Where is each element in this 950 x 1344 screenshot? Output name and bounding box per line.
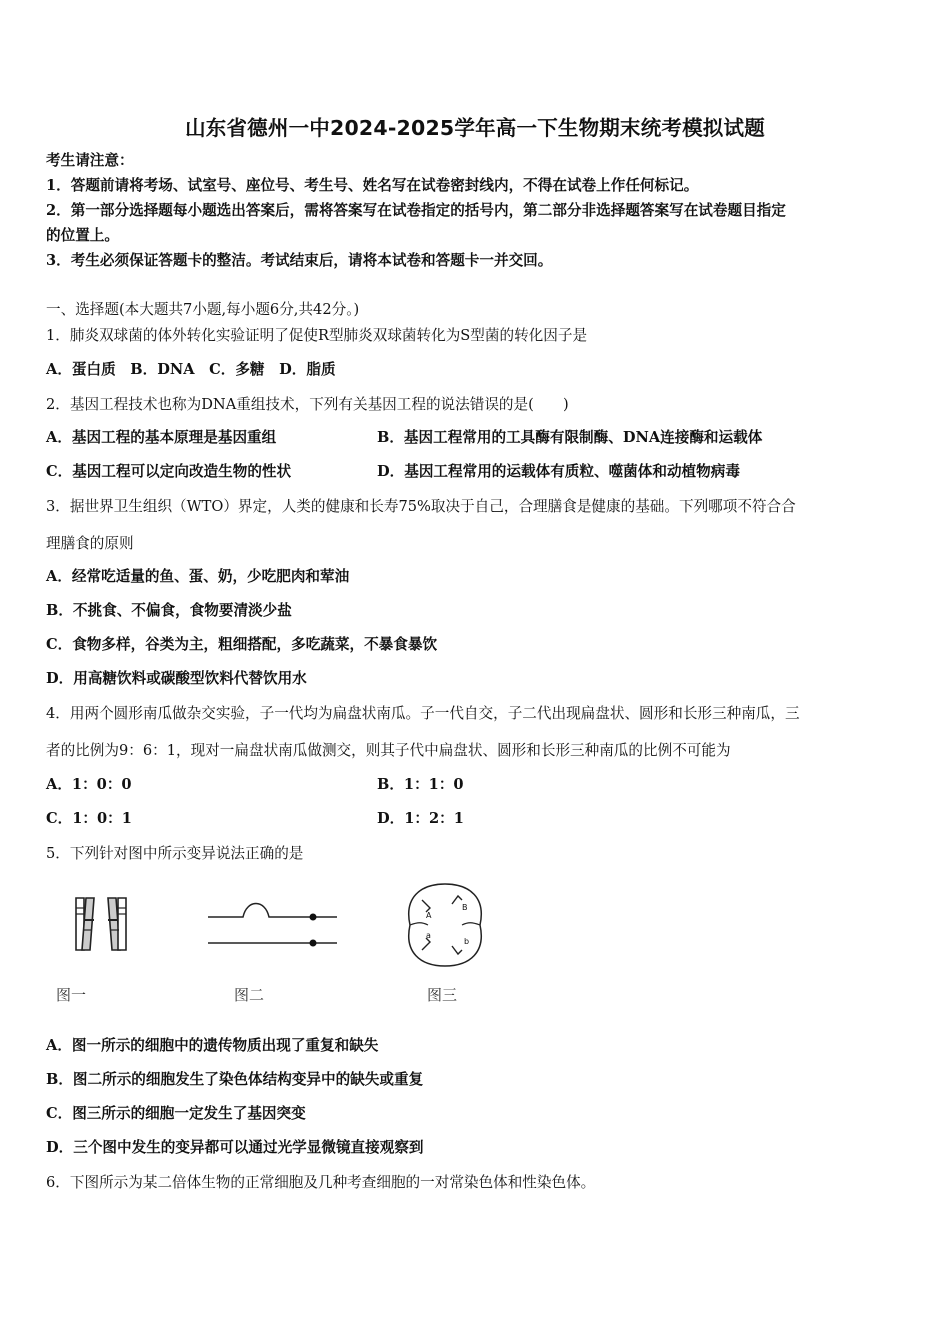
notice-heading: 考生请注意：	[46, 152, 134, 169]
q4-option-a: A．1：0：0	[46, 776, 132, 793]
q3-option-a: A．经常吃适量的鱼、蛋、奶，少吃肥肉和荤油	[46, 568, 350, 585]
q3-option-c: C．食物多样，谷类为主，粗细搭配，多吃蔬菜，不暴食暴饮	[46, 636, 438, 653]
q2-option-c: C．基因工程可以定向改造生物的性状	[46, 463, 292, 480]
figure-1-chromosomes	[66, 890, 138, 956]
figure-3-label-B: B	[462, 903, 468, 912]
q4-option-c: C．1：0：1	[46, 810, 132, 827]
q3-option-b: B．不挑食、不偏食，食物要清淡少盐	[46, 602, 292, 619]
q4-option-d: D．1：2：1	[377, 810, 464, 827]
q4-option-b: B．1：1：0	[377, 776, 464, 793]
q2-option-b: B．基因工程常用的工具酶有限制酶、DNA连接酶和运载体	[377, 429, 763, 446]
q5-option-c: C．图三所示的细胞一定发生了基因突变	[46, 1105, 306, 1122]
figure-2-caption: 图二	[234, 986, 265, 1004]
q4-stem: 4．用两个圆形南瓜做杂交实验，子一代均为扁盘状南瓜。子一代自交，子二代出现扁盘状、圆形和长形三种南瓜，三	[46, 705, 800, 722]
notice-item-2: 2．第一部分选择题每小题选出答案后，需将答案写在试卷指定的括号内，第二部分非选择题答案写在试卷题目指定	[46, 202, 786, 219]
notice-item-2-cont: 的位置上。	[46, 227, 119, 244]
q3-option-d: D．用高糖饮料或碳酸型饮料代替饮用水	[46, 670, 307, 687]
q6-stem: 6．下图所示为某二倍体生物的正常细胞及几种考查细胞的一对常染色体和性染色体。	[46, 1174, 596, 1191]
q5-option-b: B．图二所示的细胞发生了染色体结构变异中的缺失或重复	[46, 1071, 424, 1088]
q1-stem: 1．肺炎双球菌的体外转化实验证明了促使R型肺炎双球菌转化为S型菌的转化因子是	[46, 327, 588, 344]
figure-2-chromosome-loop	[205, 893, 341, 953]
figure-3-caption: 图三	[427, 986, 458, 1004]
figure-1-caption: 图一	[56, 986, 87, 1004]
q2-option-d: D．基因工程常用的运载体有质粒、噬菌体和动植物病毒	[377, 463, 740, 480]
figure-3-dividing-cell	[400, 880, 490, 970]
q5-stem: 5．下列针对图中所示变异说法正确的是	[46, 845, 304, 862]
notice-item-3: 3．考生必须保证答题卡的整洁。考试结束后，请将本试卷和答题卡一并交回。	[46, 252, 553, 269]
exam-title: 山东省德州一中2024-2025学年高一下生物期末统考模拟试题	[185, 116, 765, 140]
notice-item-1: 1．答题前请将考场、试室号、座位号、考生号、姓名写在试卷密封线内，不得在试卷上作任何标记。	[46, 177, 699, 194]
figure-3-label-a: a	[426, 931, 431, 940]
figure-3-label-A: A	[426, 911, 432, 920]
q3-stem: 3．据世界卫生组织（WTO）界定，人类的健康和长寿75%取决于自己，合理膳食是健康的基础。下列哪项不符合合	[46, 498, 796, 515]
q5-option-a: A．图一所示的细胞中的遗传物质出现了重复和缺失	[46, 1037, 379, 1054]
q3-stem-cont: 理膳食的原则	[46, 535, 134, 552]
q5-option-d: D．三个图中发生的变异都可以通过光学显微镜直接观察到	[46, 1139, 424, 1156]
q1-options: A．蛋白质 B．DNA C．多糖 D．脂质	[46, 361, 336, 378]
q2-stem: 2．基因工程技术也称为DNA重组技术，下列有关基因工程的说法错误的是( )	[46, 396, 569, 413]
q2-option-a: A．基因工程的基本原理是基因重组	[46, 429, 277, 446]
section-heading: 一、选择题(本大题共7小题,每小题6分,共42分。)	[46, 301, 360, 318]
figure-3-label-b: b	[464, 937, 470, 946]
q4-stem-cont: 者的比例为9：6：1，现对一扁盘状南瓜做测交，则其子代中扁盘状、圆形和长形三种南瓜的比例不可能为	[46, 742, 731, 759]
